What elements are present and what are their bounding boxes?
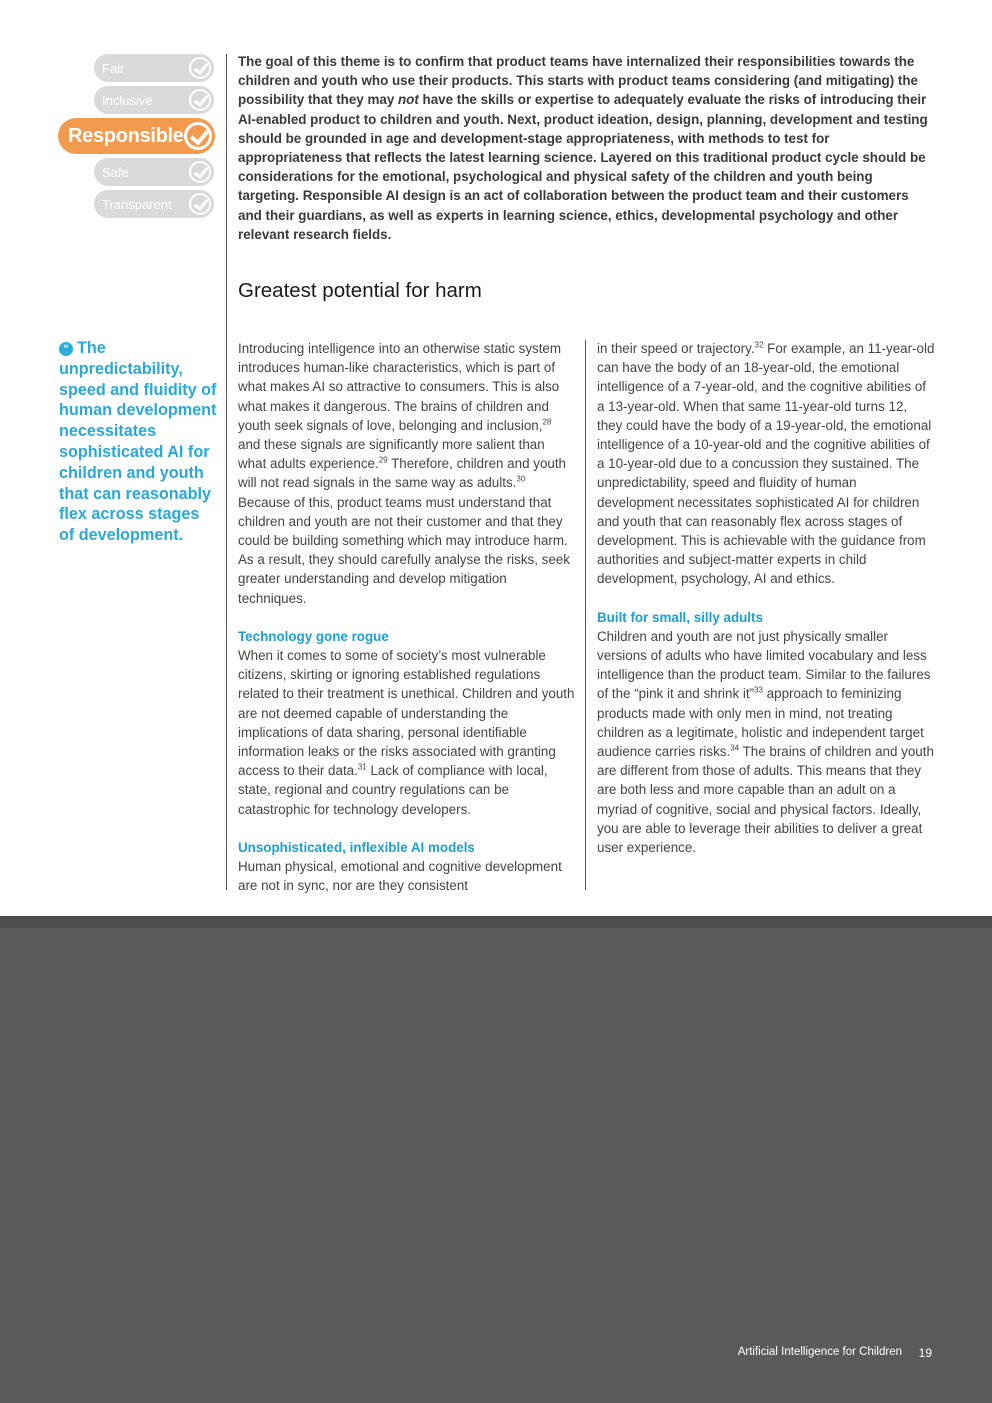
section-heading: Greatest potential for harm: [238, 279, 482, 302]
subheading: Unsophisticated, inflexible AI models: [238, 839, 475, 855]
theme-pill-responsible[interactable]: [58, 118, 215, 154]
body-text: Because of this, product teams must understand that children and youth are not their customer and that they could be building something which may introduce harm. As a result, they should carefully analyse the risks, seek greater understanding and develop mitigation techniques.: [238, 494, 570, 606]
theme-pill-label: Fair: [102, 60, 125, 76]
body-paragraph: [597, 627, 935, 857]
body-text: approach to feminizing products made with only men in mind, not treating children as a legitimate, holistic and independent target audience carries risks.: [597, 686, 924, 760]
footnote-ref[interactable]: 32: [754, 340, 764, 350]
body-column-left: [238, 339, 576, 895]
checkmark-icon: [189, 57, 211, 79]
theme-pill-inclusive[interactable]: [94, 86, 214, 114]
left-vertical-rule: [226, 54, 227, 890]
checkmark-icon: [184, 122, 212, 150]
body-text: Children and youth are not just physically smaller versions of adults who have limited vocabulary and less intelligence than the product team. Similar to the failures of the “pink it and shrink it”: [597, 628, 931, 702]
page-bottom-panel: [0, 916, 992, 1403]
theme-pill-label: Inclusive: [102, 92, 153, 108]
body-text: Lack of compliance with local, state, regional and country regulations can be catastrophic for technology developers.: [238, 763, 548, 817]
body-paragraph: [238, 339, 576, 608]
body-text: and these signals are significantly more salient than what adults experience.: [238, 437, 545, 472]
panel-top-band: [0, 916, 992, 928]
column-divider-rule: [585, 340, 586, 890]
footnote-ref[interactable]: 30: [516, 474, 526, 484]
footnote-ref[interactable]: 34: [730, 743, 740, 753]
body-paragraph: [597, 339, 935, 589]
intro-text: have the skills or expertise to adequately evaluate the risks of introducing their AI-enabled product to children and youth. Next, product ideation, design, planning, development and testing should be grounded in age and development-stage appropriateness, with methods to test for appropriateness that reflects the latest learning science. Layered on this traditional product cycle should be considerations for the emotional, psychological and physical safety of the children and youth being targeting. Responsible AI design is an act of collaboration between the product team and their customers and their guardians, as well as experts in learning science, ethics, developmental psychology and other relevant research fields.: [238, 92, 928, 242]
body-paragraph: Human physical, emotional and cognitive development are not in sync, nor are they consistent: [238, 859, 562, 894]
intro-emphasis: not: [397, 92, 419, 108]
page-footer: [0, 1346, 992, 1362]
body-paragraph: [238, 646, 576, 819]
footnote-ref[interactable]: 28: [542, 417, 552, 427]
theme-pill-transparent[interactable]: [94, 190, 214, 218]
subheading: Built for small, silly adults: [597, 609, 763, 625]
footnote-ref[interactable]: 29: [378, 455, 388, 465]
theme-pill-label: Responsible: [68, 124, 184, 147]
body-text: Therefore, children and youth will not read signals in the same way as adults.: [238, 456, 567, 491]
checkmark-icon: [189, 161, 211, 183]
footer-title: Artificial Intelligence for Children: [737, 1346, 902, 1358]
theme-pill-label: Safe: [102, 164, 129, 180]
checkmark-icon: [189, 89, 211, 111]
theme-pill-safe[interactable]: [94, 158, 214, 186]
body-text: When it comes to some of society’s most vulnerable citizens, skirting or ignoring established regulations related to their treatment is unethical. Children and youth are not deemed capable of understanding the implications of data sharing, personal identifiable information leaks or the risks associated with granting access to their data.: [238, 648, 575, 779]
pull-quote-text: The unpredictability, speed and fluidity of human development necessitates sophisticated AI for children and youth that can reasonably flex across stages of development.: [59, 339, 217, 545]
body-column-right: [597, 339, 935, 857]
intro-text: The goal of this theme is to confirm that product teams have internalized their responsibilities towards the children and youth who use their products. This starts with product teams considering (and mitigating) the possibility that they may: [238, 54, 918, 108]
quote-icon: “: [59, 342, 73, 356]
pull-quote: [59, 338, 219, 546]
theme-pill-label: Transparent: [102, 196, 172, 212]
page-number: 19: [918, 1346, 932, 1360]
checkmark-icon: [189, 193, 211, 215]
intro-paragraph: [238, 52, 932, 244]
body-text: in their speed or trajectory.: [597, 341, 755, 356]
theme-pill-fair[interactable]: [94, 54, 214, 82]
subheading: Technology gone rogue: [238, 628, 389, 644]
footnote-ref[interactable]: 33: [754, 685, 763, 695]
body-text: The brains of children and youth are different from those of adults. This means that they are both less and more capable than an adult on a myriad of cognitive, social and physical factors. Ideally, you are able to leverage their abilities to deliver a great user experience.: [597, 744, 934, 856]
body-text: Introducing intelligence into an otherwise static system introduces human-like characteristics, which is part of what makes AI so attractive to consumers. This is also what makes it dangerous. The brains of children and youth seek signals of love, belonging and inclusion,: [238, 341, 562, 433]
footnote-ref[interactable]: 31: [357, 762, 367, 772]
body-text: For example, an 11-year-old can have the body of an 18-year-old, the emotional intelligence of a 7-year-old, and the cognitive abilities of a 13-year-old. When that same 11-year-old turns 12, they could have the body of a 19-year-old, the emotional intelligence of a 10-year-old and the cognitive abilities of a 10-year-old due to a concussion they sustained. The unpredictability, speed and fluidity of human development necessitates sophisticated AI for children and youth that can reasonably flex across stages of development. This is achievable with the guidance from authorities and subject-matter experts in child development, psychology, AI and ethics.: [597, 341, 935, 587]
